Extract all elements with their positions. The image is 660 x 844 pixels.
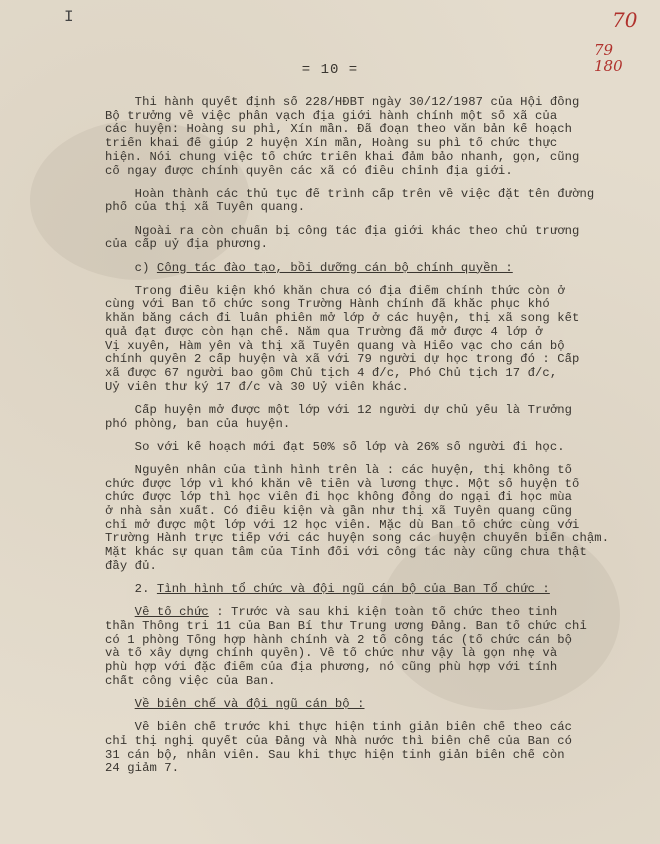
- section-heading: [105, 698, 615, 712]
- text-line: của cấp uỷ địa phương.: [105, 238, 269, 252]
- handwritten-side-line: 180: [594, 57, 623, 75]
- text-line: 24 giảm 7.: [105, 762, 180, 776]
- text-line: Về tổ chức : Trước và sau khi kiện toàn tổ chức theo tinh: [134, 606, 558, 620]
- text-line: chỉ mở được một lớp với 12 học viên. Mặc dù Ban tổ chức cùng với: [105, 518, 580, 532]
- section-heading: [105, 262, 615, 276]
- paragraph: [105, 441, 615, 455]
- text-line: Hoàn thành các thủ tục để trình cấp trên về việc đặt tên đường: [105, 187, 595, 201]
- section-heading-number: [105, 697, 135, 711]
- section-heading-text: Công tác đào tạo, bồi dưỡng cán bộ chính quyền :: [156, 260, 513, 275]
- text-line: chất công việc của Ban.: [105, 674, 276, 688]
- text-line: Vị xuyên, Hàm yên và thị xã Tuyên quang và Hiếo vạc cho cán bộ: [105, 339, 565, 353]
- text-line: Cấp huyện mở được một lớp với 12 người dự chủ yếu là Trưởng: [105, 403, 573, 417]
- text-line: chức được lớp thì học viên đi học không đông do ngại đi học mùa: [105, 491, 573, 505]
- text-line: phố của thị xã Tuyên quang.: [105, 201, 306, 215]
- section-heading-number: c): [105, 260, 157, 275]
- text-line: cố ngay được chính quyền các xã có điều chỉnh địa giới.: [105, 164, 513, 178]
- text-line: khăn bằng cách đi luân phiên mở lớp ở các huyện, thị xã song kết: [105, 312, 580, 326]
- text-line: Thi hành quyết định số 228/HĐBT ngày 30/12/1987 của Hội đồng: [105, 96, 580, 109]
- text-line: triển khai để giúp 2 huyện Xín mần, Hoàng su phì tổ chức thực: [105, 137, 558, 151]
- text-line: thần Thông tri 11 của Ban Bí thư Trung ương Đảng. Ban tổ chức chỉ: [105, 620, 587, 633]
- text-line: Về biên chế trước khi thực hiện tinh giản biên chế theo các: [105, 721, 573, 735]
- text-line: So với kế hoạch mới đạt 50% số lớp và 26% số người đi học.: [105, 440, 565, 454]
- section-heading-number: 2.: [105, 582, 157, 597]
- text-line: phó phòng, ban của huyện.: [105, 417, 291, 431]
- document-body: [105, 96, 615, 786]
- paragraph: [105, 225, 615, 252]
- margin-mark: I: [64, 8, 74, 26]
- text-line: hiện. Nói chung việc tổ chức triển khai đảm bảo nhanh, gọn, cũng: [105, 150, 580, 164]
- handwritten-side-line: 79: [594, 41, 614, 59]
- text-line: chỉ thị nghị quyết của Đảng và Nhà nước thì biên chế của Ban có: [105, 734, 573, 748]
- text-line: ở nhà sản xuất. Có điều kiện và gần như thị xã Tuyên quang cũng: [105, 505, 573, 519]
- paragraph: [105, 721, 615, 776]
- text-line: chức được lớp vì khó khăn về tiền và lương thực. Một số huyện tổ: [105, 477, 580, 491]
- paragraph: [105, 96, 615, 178]
- text-line: Nguyên nhân của tình hình trên là : các huyện, thị không tổ: [105, 463, 573, 477]
- text-line: có 1 phòng Tổng hợp hành chính và 2 tổ công tác (tổ chức cán bộ: [105, 633, 573, 647]
- paragraph: [105, 606, 615, 688]
- text-line: Ngoài ra còn chuẩn bị công tác địa giới khác theo chủ trương: [105, 224, 580, 238]
- text-line: quả đạt được còn hạn chế. Năm qua Trường đã mở được 4 lớp ở: [105, 325, 543, 339]
- text-line: chính quyền 2 cấp huyện và xã với 79 người dự học trong đó : Cấp: [105, 353, 580, 367]
- section-heading-text: Về biên chế và đội ngũ cán bộ :: [134, 697, 365, 712]
- text-line: xã được 67 người bao gồm Chủ tịch 4 đ/c, Phó Chủ tịch 17 đ/c,: [105, 366, 558, 380]
- text-line: Trường Hành trực tiếp với các huyện song các huyện chuyển biến chậm.: [105, 532, 610, 546]
- paragraph: [105, 464, 615, 574]
- paragraph: [105, 404, 615, 431]
- text-line: Mặt khác sự quan tâm của Tỉnh đối với công tác này cũng chưa thật: [105, 546, 587, 560]
- section-heading-text: Tình hình tổ chức và đội ngũ cán bộ của Ban Tổ chức :: [156, 582, 550, 597]
- text-line: 31 cán bộ, nhân viên. Sau khi thực hiện tinh giản biên chế còn: [105, 748, 565, 762]
- paragraph: [105, 285, 615, 395]
- section-heading: [105, 583, 615, 597]
- text-line: phù hợp với đặc điểm của địa phương, nó cũng phù hợp với tính: [105, 661, 558, 675]
- handwritten-number-top: 70: [612, 8, 638, 32]
- text-line: Bộ trưởng về việc phân vạch địa giới hành chính một số xã của: [105, 109, 558, 123]
- text-line: đầy đủ.: [105, 559, 157, 573]
- text-line: Uỷ viên thư ký 17 đ/c và 30 Uỷ viên khác.: [105, 380, 409, 394]
- paragraph: [105, 188, 615, 215]
- text-line: cùng với Ban tổ chức song Trường Hành chính đã khắc phục khó: [105, 298, 550, 312]
- text-line: Trong điều kiện khó khăn chưa có địa điểm chính thức còn ở: [105, 284, 565, 298]
- page-number: = 10 =: [301, 62, 359, 78]
- text-line: các huyện: Hoàng su phì, Xín mần. Đã đoạn theo văn bản kế hoạch: [105, 123, 573, 137]
- text-line: và tổ xây dựng chính quyền). Về tổ chức như vậy là gọn nhẹ và: [105, 647, 558, 661]
